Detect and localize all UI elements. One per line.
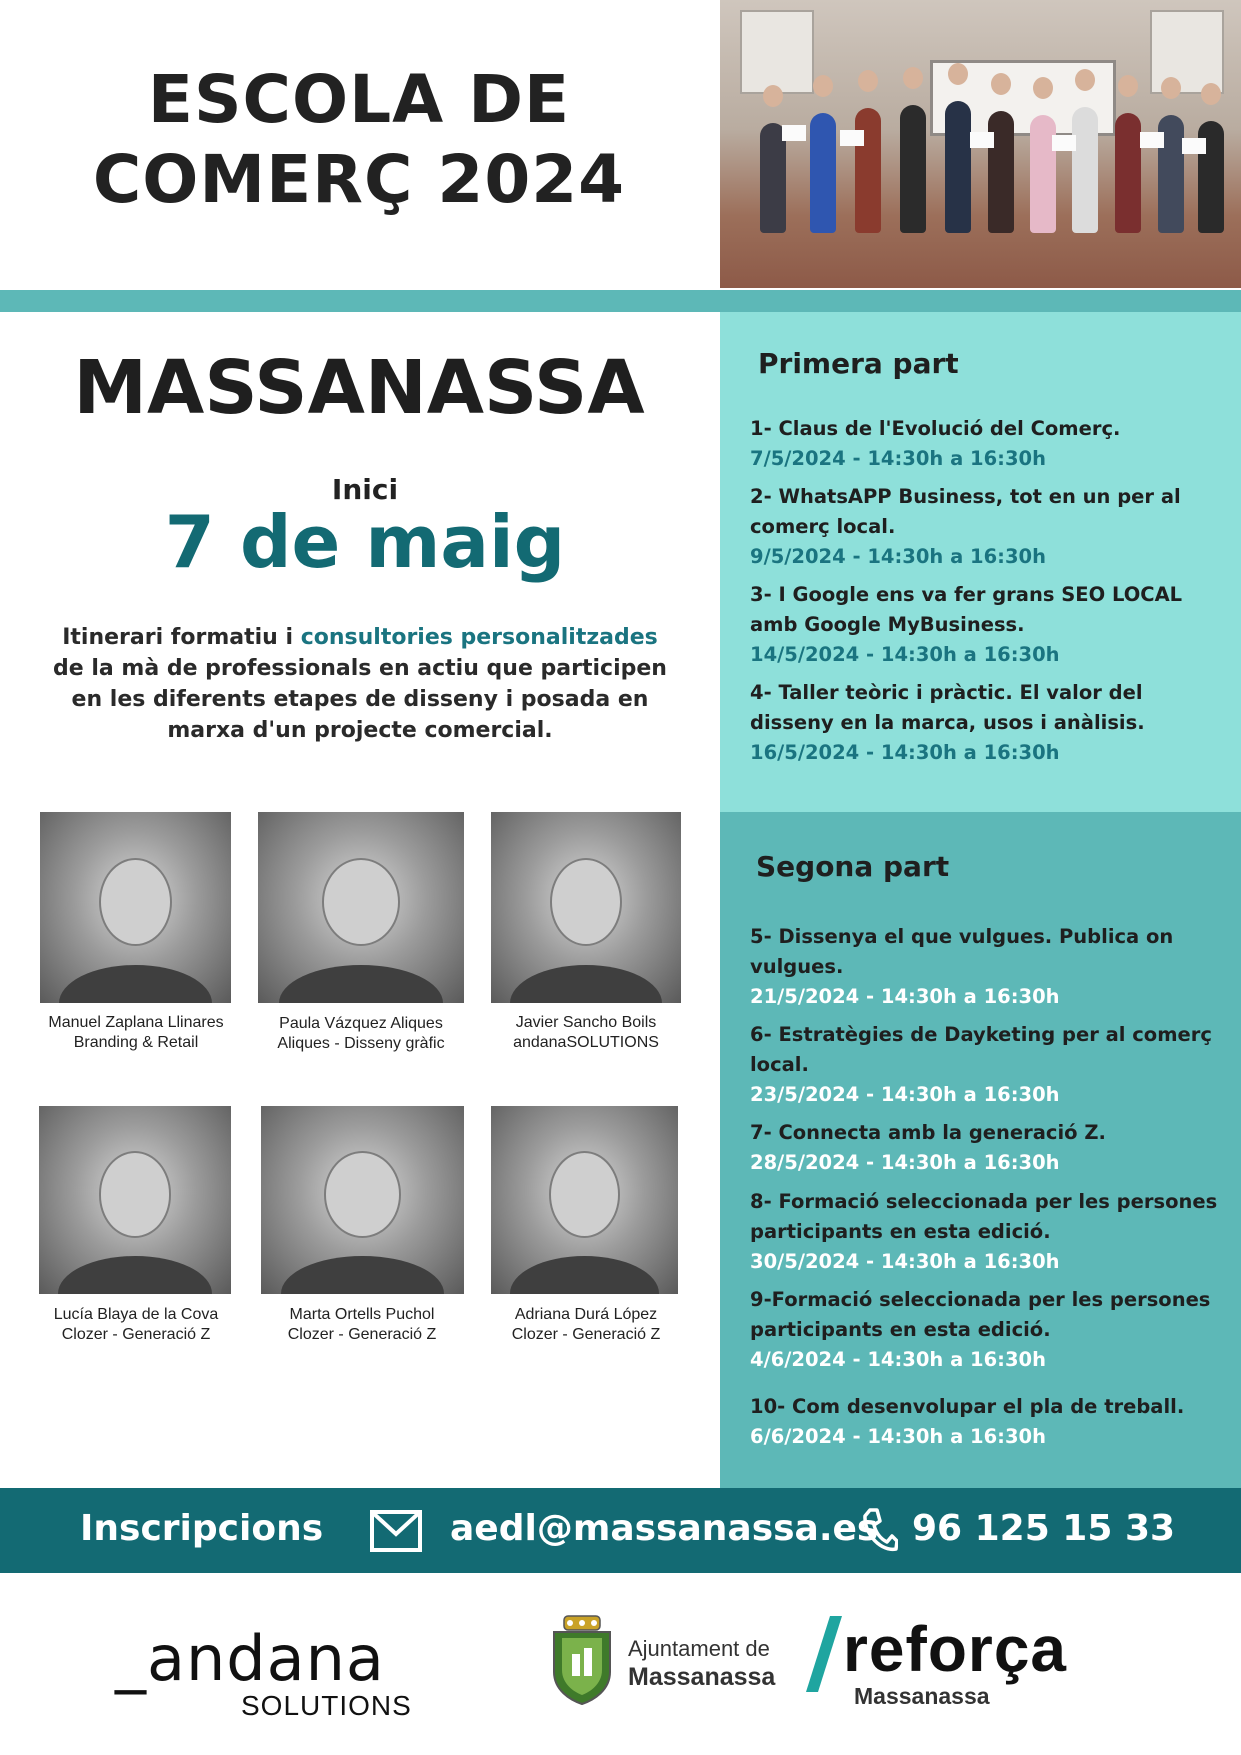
speaker-role: Clozer - Generació Z — [287, 1326, 437, 1343]
start-label: Inici — [331, 473, 399, 506]
speaker-photo — [40, 812, 231, 1003]
intro-highlight: consultories personalitzades — [300, 625, 658, 650]
speaker-photo — [261, 1106, 464, 1294]
session-date: 4/6/2024 - 14:30h a 16:30h — [750, 1348, 1046, 1371]
speaker-role: andanaSOLUTIONS — [513, 1034, 659, 1051]
ajuntament-line-2: Massanassa — [628, 1663, 776, 1691]
photo-window — [1150, 10, 1224, 94]
mail-icon — [370, 1510, 422, 1552]
speaker-caption — [20, 1305, 252, 1345]
speaker-caption — [20, 1013, 252, 1053]
andana-logo-sub: SOLUTIONS — [241, 1690, 412, 1721]
ajuntament-line-1: Ajuntament de — [628, 1636, 770, 1661]
session-date: 6/6/2024 - 14:30h a 16:30h — [750, 1425, 1046, 1448]
session-item: 7- Connecta amb la generació Z. 28/5/2024 - 14:30h a 16:30h — [750, 1118, 1220, 1178]
session-item: 4- Taller teòric i pràctic. El valor del disseny en la marca, usos i anàlisis. 16/5/2024 - 14:30h a 16:30h — [750, 678, 1220, 768]
session-date: 9/5/2024 - 14:30h a 16:30h — [750, 545, 1046, 568]
phone-icon — [862, 1508, 898, 1554]
part-2-title: Segona part — [756, 850, 950, 883]
city-name: MASSANASSA — [73, 345, 645, 431]
ajuntament-logo-text — [628, 1636, 775, 1692]
schedule-part-2 — [720, 812, 1241, 1488]
start-date: 7 de maig — [164, 500, 566, 584]
speaker-photo — [258, 812, 464, 1003]
session-item: 1- Claus de l'Evolució del Comerç. 7/5/2024 - 14:30h a 16:30h — [750, 414, 1220, 474]
session-item: 10- Com desenvolupar el pla de treball. 6/6/2024 - 14:30h a 16:30h — [750, 1392, 1220, 1452]
speaker-caption — [470, 1013, 702, 1053]
session-item: 8- Formació seleccionada per les persones participants en esta edició. 30/5/2024 - 14:30h a 16:30h — [750, 1187, 1220, 1277]
registration-bar — [0, 1488, 1241, 1573]
session-item: 6- Estratègies de Dayketing per al comerç local. 23/5/2024 - 14:30h a 16:30h — [750, 1020, 1220, 1110]
contact-email[interactable]: aedl@massanassa.es — [450, 1508, 879, 1549]
divider-band — [0, 290, 1241, 312]
schedule-part-1 — [720, 312, 1241, 812]
speaker-caption — [246, 1305, 478, 1345]
photo-window — [740, 10, 814, 94]
speaker-role: Clozer - Generació Z — [511, 1326, 661, 1343]
speaker-role: Aliques - Disseny gràfic — [277, 1035, 445, 1052]
speaker-photo — [491, 1106, 678, 1294]
speaker-caption — [470, 1305, 702, 1345]
speaker-name: Javier Sancho Boils — [515, 1014, 657, 1031]
reforca-logo-main: reforça — [843, 1613, 1067, 1685]
speaker-name: Adriana Durá López — [514, 1306, 658, 1323]
registration-label: Inscripcions — [80, 1508, 324, 1549]
session-item: 2- WhatsAPP Business, tot en un per al comerç local. 9/5/2024 - 14:30h a 16:30h — [750, 482, 1220, 572]
session-date: 30/5/2024 - 14:30h a 16:30h — [750, 1250, 1060, 1273]
speaker-name: Marta Ortells Puchol — [289, 1306, 435, 1323]
session-item: 3- I Google ens va fer grans SEO LOCAL amb Google MyBusiness. 14/5/2024 - 14:30h a 16:30h — [750, 580, 1220, 670]
session-date: 23/5/2024 - 14:30h a 16:30h — [750, 1083, 1060, 1106]
session-item: 5- Dissenya el que vulgues. Publica on vulgues. 21/5/2024 - 14:30h a 16:30h — [750, 922, 1220, 1012]
session-item: 9-Formació seleccionada per les persones participants en esta edició. 4/6/2024 - 14:30h a 16:30h — [750, 1285, 1220, 1375]
speaker-role: Branding & Retail — [73, 1034, 199, 1051]
speaker-name: Manuel Zaplana Llinares — [48, 1014, 224, 1031]
session-date: 16/5/2024 - 14:30h a 16:30h — [750, 741, 1060, 764]
session-date: 14/5/2024 - 14:30h a 16:30h — [750, 643, 1060, 666]
contact-phone[interactable]: 96 125 15 33 — [912, 1508, 1176, 1549]
andana-logo — [115, 1622, 415, 1722]
part-1-title: Primera part — [758, 347, 959, 380]
ajuntament-crest-icon — [548, 1614, 616, 1706]
session-date: 21/5/2024 - 14:30h a 16:30h — [750, 985, 1060, 1008]
speaker-caption — [240, 1014, 482, 1054]
reforca-logo-sub: Massanassa — [854, 1683, 990, 1709]
title-line-2: COMERÇ 2024 — [92, 141, 626, 218]
andana-logo-main: _andana — [115, 1622, 385, 1695]
speaker-name: Lucía Blaya de la Cova — [53, 1306, 219, 1323]
page-title — [0, 60, 718, 220]
session-date: 7/5/2024 - 14:30h a 16:30h — [750, 447, 1046, 470]
reforca-slash-icon — [804, 1614, 844, 1694]
speaker-role: Clozer - Generació Z — [61, 1326, 211, 1343]
speaker-photo — [491, 812, 681, 1003]
title-line-1: ESCOLA DE — [147, 61, 571, 138]
group-photo — [720, 0, 1241, 288]
speaker-name: Paula Vázquez Aliques — [279, 1015, 443, 1032]
session-date: 28/5/2024 - 14:30h a 16:30h — [750, 1151, 1060, 1174]
intro-text: Itinerari formatiu i consultories personalitzades de la mà de professionals en actiu que participen en les diferents etapes de disseny i posada en marxa d'un projecte comercial. — [53, 625, 667, 743]
speaker-photo — [39, 1106, 231, 1294]
